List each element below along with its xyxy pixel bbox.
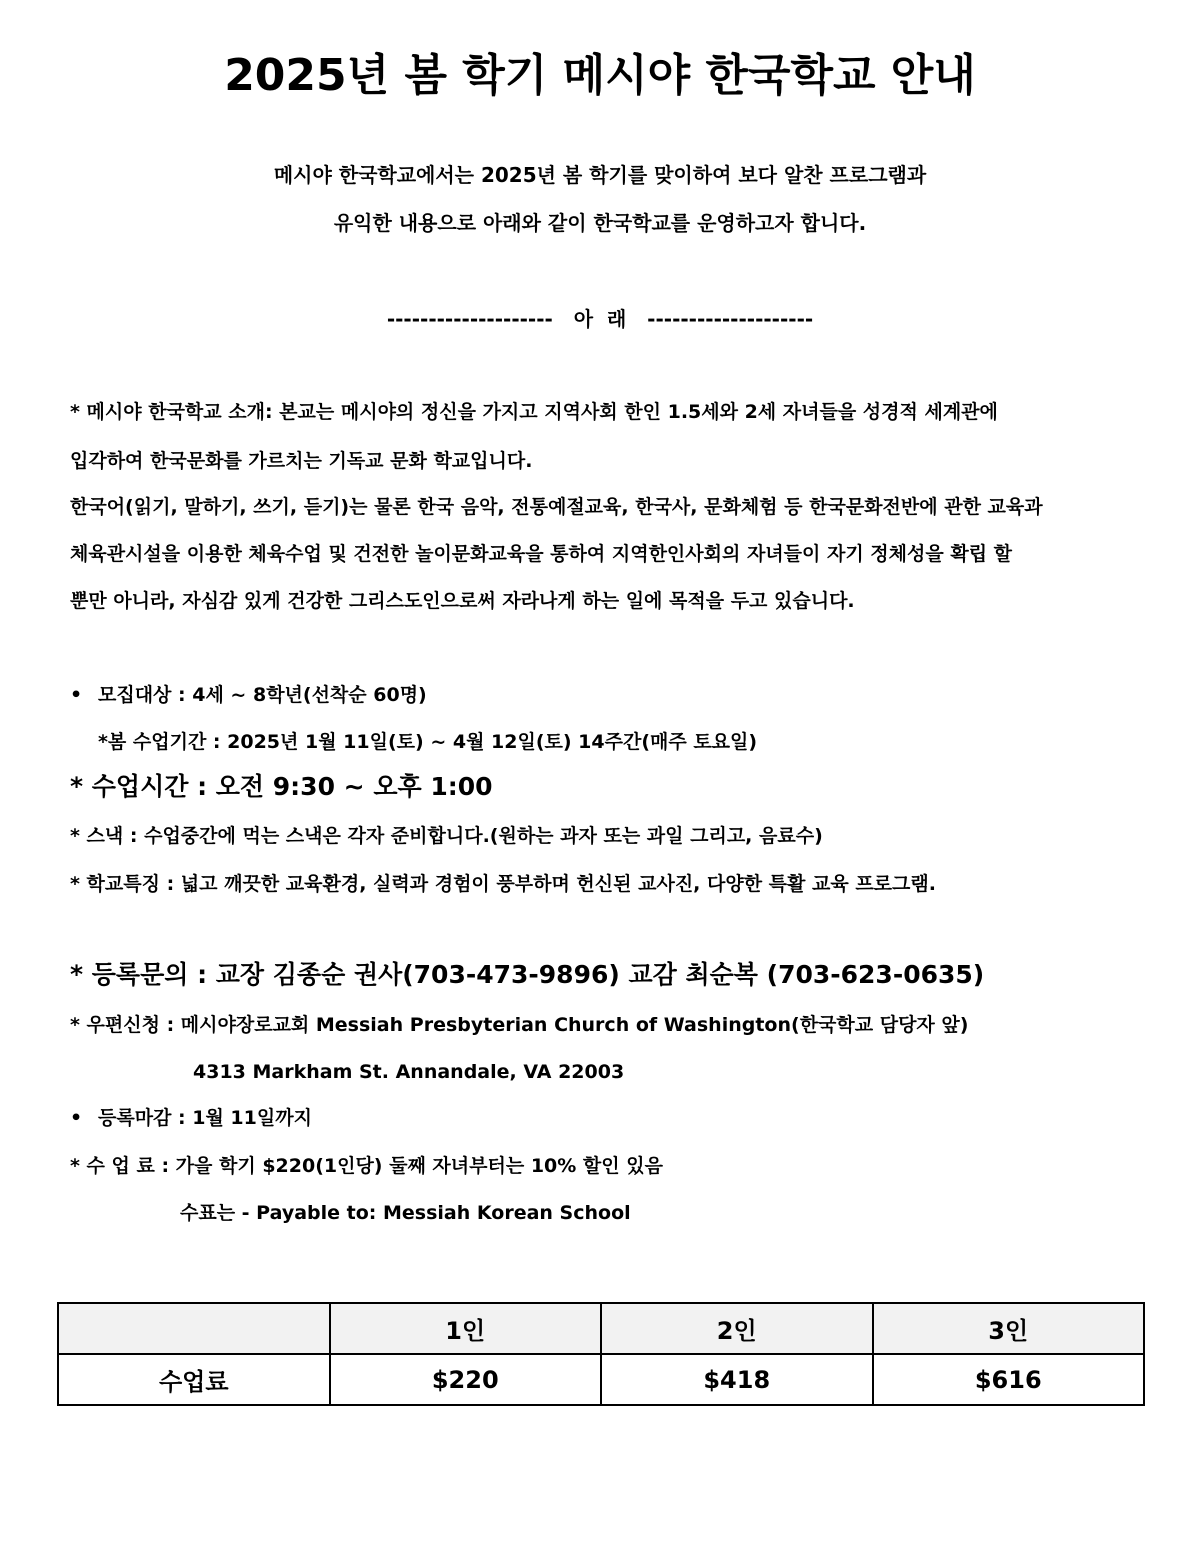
fee-table-row: [58, 1354, 1144, 1405]
intro-line-2: 유익한 내용으로 아래와 같이 한국학교를 운영하고자 합니다.: [333, 211, 867, 235]
period-line: *봄 수업기간 : 2025년 1월 11일(토) ~ 4월 12일(토) 14주간(매주 토요일): [98, 731, 758, 753]
page-title: 2025년 봄 학기 메시야 한국학교 안내: [224, 50, 976, 101]
fee-row-label: 수업료: [58, 1354, 330, 1405]
check-line: 수표는 - Payable to: Messiah Korean School: [180, 1202, 631, 1224]
recruit-text: 모집대상 : 4세 ~ 8학년(선착순 60명): [98, 684, 427, 706]
about-line-1: * 메시야 한국학교 소개: 본교는 메시야의 정신을 가지고 지역사회 한인 1.5세와 2세 자녀들을 성경적 세계관에: [70, 401, 998, 423]
intro-line-1: 메시야 한국학교에서는 2025년 봄 학기를 맞이하여 보다 알찬 프로그램과: [273, 163, 927, 187]
class-time-line: * 수업시간 : 오전 9:30 ~ 오후 1:00: [70, 772, 493, 801]
fee-table-header-blank: [58, 1303, 330, 1354]
snack-line: * 스낵 : 수업중간에 먹는 스낵은 각자 준비합니다.(원하는 과자 또는 과일 그리고, 음료수): [70, 825, 823, 847]
about-line-5: 뿐만 아니라, 자심감 있게 건강한 그리스도인으로써 자라나게 하는 일에 목적을 두고 있습니다.: [70, 590, 855, 612]
tuition-line: * 수 업 료 : 가을 학기 $220(1인당) 둘째 자녀부터는 10% 할인 있음: [70, 1155, 663, 1177]
about-line-4: 체육관시설을 이용한 체육수업 및 건전한 놀이문화교육을 통하여 지역한인사회의 자녀들이 자기 정체성을 확립 할: [70, 543, 1013, 565]
about-line-2: 입각하여 한국문화를 가르치는 기독교 문화 학교입니다.: [70, 450, 533, 472]
address-line: 4313 Markham St. Annandale, VA 22003: [193, 1061, 625, 1083]
deadline-text: 등록마감 : 1월 11일까지: [98, 1107, 312, 1129]
recruit-line: [70, 681, 427, 709]
features-line: * 학교특징 : 넓고 깨끗한 교육환경, 실력과 경험이 풍부하며 헌신된 교사진, 다양한 특활 교육 프로그램.: [70, 873, 936, 895]
deadline-line: [70, 1104, 312, 1132]
fee-table-header-3: 3인: [873, 1303, 1145, 1354]
bullet-icon: •: [70, 1107, 83, 1129]
about-line-3: 한국어(읽기, 말하기, 쓰기, 듣기)는 물론 한국 음악, 전통예절교육, 한국사, 문화체험 등 한국문화전반에 관한 교육과: [70, 496, 1043, 518]
fee-table-header-row: [58, 1303, 1144, 1354]
inquiry-line: * 등록문의 : 교장 김종순 권사(703-473-9896) 교감 최순복 (703-623-0635): [70, 960, 985, 989]
fee-value-2: $418: [601, 1354, 873, 1405]
fee-value-1: $220: [330, 1354, 602, 1405]
fee-value-3: $616: [873, 1354, 1145, 1405]
section-separator: -------------------- 아 래 --------------------: [386, 307, 814, 331]
bullet-icon: •: [70, 684, 83, 706]
fee-table-header-1: 1인: [330, 1303, 602, 1354]
mail-line: * 우편신청 : 메시야장로교회 Messiah Presbyterian Church of Washington(한국학교 담당자 앞): [70, 1014, 969, 1036]
fee-table: [57, 1302, 1145, 1406]
fee-table-header-2: 2인: [601, 1303, 873, 1354]
